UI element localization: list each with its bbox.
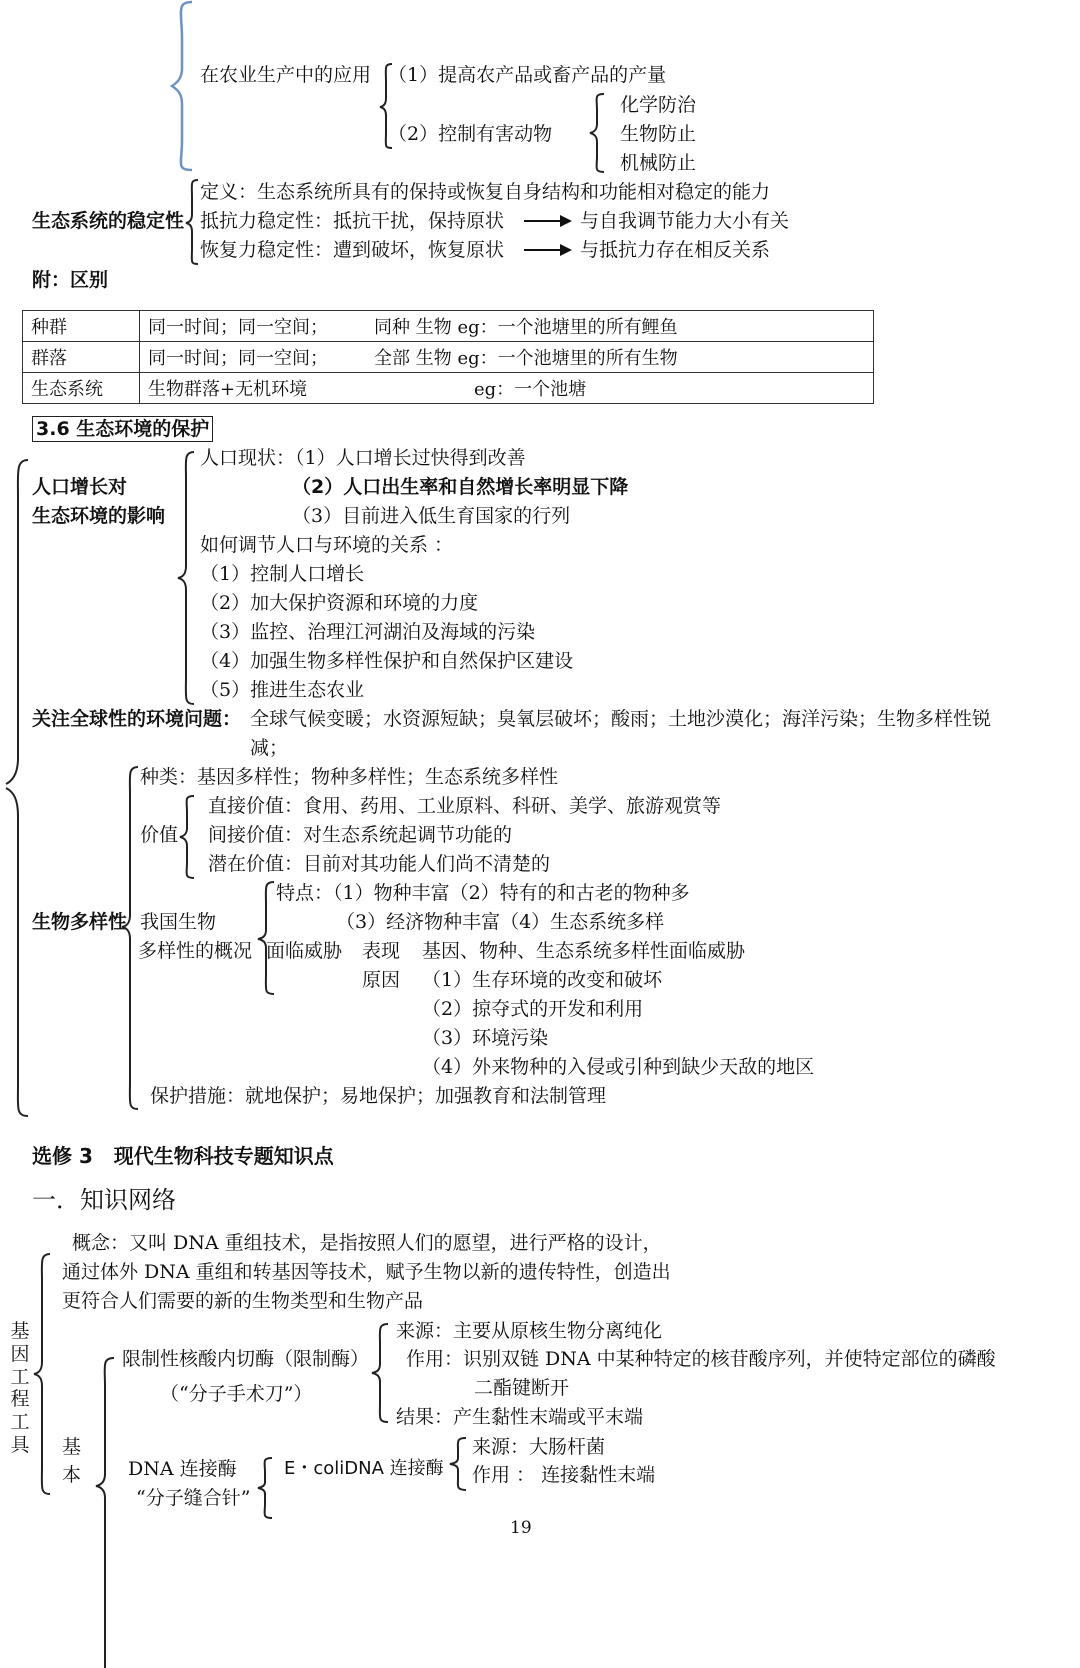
indirect-value: 间接价值：对生态系统起调节功能的 bbox=[208, 824, 513, 846]
stability-definition: 定义：生态系统所具有的保持或恢复自身结构和功能相对稳定的能力 bbox=[200, 181, 771, 203]
population-brace bbox=[176, 450, 196, 706]
threat-label: 面临威胁 bbox=[266, 940, 343, 962]
table-cell: 群落 bbox=[23, 342, 140, 373]
population-status-2: （2）人口出生率和自然增长率明显下降 bbox=[292, 476, 629, 498]
protection-measures: 保护措施：就地保护；易地保护；加强教育和法制管理 bbox=[150, 1085, 607, 1107]
regulate-measure-3: （3）监控、治理江河湖泊及海域的污染 bbox=[200, 621, 536, 643]
value-brace bbox=[178, 794, 196, 880]
gene-concept-3: 更符合人们需要的新的生物类型和生物产品 bbox=[62, 1290, 424, 1312]
gene-engineering-tools-vertical bbox=[9, 1320, 31, 1457]
gene-concept-1: 概念：又叫 DNA 重组技术，是指按照人们的愿望，进行严格的设计， bbox=[72, 1232, 662, 1254]
resist-stability: 抵抗力稳定性：抵抗干扰，保持原状 bbox=[200, 210, 505, 232]
population-title-2: 生态环境的影响 bbox=[32, 505, 166, 527]
china-biodiversity-1: 我国生物 bbox=[140, 911, 217, 933]
arrow-right-icon bbox=[524, 215, 572, 227]
restriction-enzyme: 限制性核酸内切酶（限制酶） bbox=[122, 1348, 370, 1370]
stability-title: 生态系统的稳定性 bbox=[32, 210, 185, 232]
vertical-char: 工 bbox=[10, 1365, 30, 1388]
cause-3: （3）环境污染 bbox=[422, 1027, 549, 1049]
row-desc: 同一时间；同一空间； bbox=[148, 348, 328, 369]
basic-label-1: 基 bbox=[62, 1436, 82, 1458]
regulate-measure-4: （4）加强生物多样性保护和自然保护区建设 bbox=[200, 650, 574, 672]
dna-ligase-nickname: “分子缝合针” bbox=[136, 1487, 251, 1509]
page-number: 19 bbox=[510, 1518, 532, 1538]
global-issues-text: 全球气候变暖；水资源短缺；臭氧层破坏；酸雨；土地沙漠化；海洋污染；生物多样性锐 bbox=[250, 708, 992, 730]
ecoli-ligase: E・coliDNA 连接酶 bbox=[284, 1458, 444, 1479]
arrow-right-icon bbox=[524, 244, 572, 256]
direct-value: 直接价值：食用、药用、工业原料、科研、美学、旅游观赏等 bbox=[208, 795, 722, 817]
cause-label: 原因 bbox=[362, 969, 401, 991]
agri-item-1: （1）提高农产品或畜产品的产量 bbox=[388, 64, 667, 86]
recover-stability: 恢复力稳定性：遭到破坏，恢复原状 bbox=[200, 239, 505, 261]
cause-1: （1）生存环境的改变和破坏 bbox=[422, 969, 663, 991]
show-label: 表现 bbox=[362, 940, 401, 962]
feature-line-2: （3）经济物种丰富（4）生态系统多样 bbox=[336, 911, 665, 933]
ecoli-function: 作用 ： 连接黏性末端 bbox=[472, 1464, 656, 1486]
enzyme-brace bbox=[370, 1322, 390, 1424]
cause-2: （2）掠夺式的开发和利用 bbox=[422, 998, 644, 1020]
resist-relation: 与自我调节能力大小有关 bbox=[580, 210, 790, 232]
population-status-3: （3）目前进入低生育国家的行列 bbox=[292, 505, 571, 527]
table-row bbox=[23, 311, 874, 342]
regulate-measure-1: （1）控制人口增长 bbox=[200, 563, 365, 585]
row-scope: eg：一个池塘 bbox=[474, 379, 587, 400]
pest-method-3: 机械防止 bbox=[620, 152, 697, 174]
potential-value: 潜在价值：目前对其功能人们尚不清楚的 bbox=[208, 853, 551, 875]
recover-relation: 与抵抗力存在相反关系 bbox=[580, 239, 771, 261]
row-scope: 同种 生物 eg：一个池塘里的所有鲤鱼 bbox=[374, 317, 678, 338]
comparison-table bbox=[22, 310, 874, 404]
row-desc: 同一时间；同一空间； bbox=[148, 317, 328, 338]
restriction-enzyme-nickname: （“分子手术刀”） bbox=[160, 1383, 313, 1405]
row-desc: 生物群落+无机环境 bbox=[148, 379, 308, 400]
enzyme-result: 结果：产生黏性末端或平末端 bbox=[396, 1406, 644, 1428]
dna-ligase: DNA 连接酶 bbox=[128, 1458, 237, 1480]
basic-label-2: 本 bbox=[62, 1464, 82, 1486]
biodiversity-kinds: 种类：基因多样性；物种多样性；生态系统多样性 bbox=[140, 766, 559, 788]
regulate-measure-5: （5）推进生态农业 bbox=[200, 679, 365, 701]
basic-brace bbox=[94, 1356, 116, 1668]
enzyme-source: 来源：主要从原核生物分离纯化 bbox=[396, 1320, 663, 1342]
population-title-1: 人口增长对 bbox=[32, 476, 128, 498]
pest-method-2: 生物防止 bbox=[620, 123, 697, 145]
agri-item-2: （2）控制有害动物 bbox=[388, 123, 553, 145]
regulate-question: 如何调节人口与环境的关系 ： bbox=[200, 534, 454, 556]
show-text: 基因、物种、生态系统多样性面临威胁 bbox=[422, 940, 746, 962]
biodiversity-brace bbox=[120, 765, 140, 1111]
knowledge-network-heading: 一．知识网络 bbox=[32, 1186, 176, 1214]
biodiversity-title: 生物多样性 bbox=[32, 911, 128, 933]
value-label: 价值 bbox=[140, 824, 179, 846]
cause-4: （4）外来物种的入侵或引种到缺少天敌的地区 bbox=[422, 1056, 815, 1078]
section-outer-brace-2 bbox=[4, 786, 30, 1120]
agri-label: 在农业生产中的应用 bbox=[200, 64, 372, 86]
pest-brace bbox=[588, 92, 606, 174]
blue-brace bbox=[170, 0, 200, 172]
enzyme-function-1: 作用：识别双链 DNA 中某种特定的核苷酸序列，并使特定部位的磷酸 bbox=[406, 1348, 996, 1370]
stability-brace bbox=[184, 178, 200, 266]
table-cell bbox=[140, 342, 874, 373]
section-title bbox=[32, 420, 213, 439]
ecoli-brace bbox=[448, 1436, 468, 1492]
global-issues-title: 关注全球性的环境问题： bbox=[32, 708, 242, 730]
regulate-measure-2: （2）加大保护资源和环境的力度 bbox=[200, 592, 479, 614]
vertical-char: 因 bbox=[10, 1342, 30, 1365]
table-cell: 生态系统 bbox=[23, 373, 140, 404]
vertical-char: 工 bbox=[10, 1411, 30, 1434]
ligase-brace bbox=[256, 1456, 274, 1520]
vertical-char: 基 bbox=[10, 1320, 30, 1342]
table-row bbox=[23, 373, 874, 404]
table-row bbox=[23, 342, 874, 373]
china-brace bbox=[256, 880, 276, 996]
china-biodiversity-2: 多样性的概况 bbox=[138, 940, 253, 962]
section-outer-brace-1 bbox=[4, 458, 30, 788]
row-scope: 全部 生物 eg：一个池塘里的所有生物 bbox=[374, 348, 678, 369]
global-issues-text-2: 减； bbox=[250, 737, 289, 759]
enzyme-function-2: 二酯键断开 bbox=[474, 1377, 570, 1399]
section-title-text: 3.6 生态环境的保护 bbox=[32, 416, 213, 442]
gene-concept-2: 通过体外 DNA 重组和转基因等技术，赋予生物以新的遗传特性，创造出 bbox=[62, 1261, 671, 1283]
table-cell bbox=[140, 311, 874, 342]
gene-outer-brace bbox=[32, 1252, 52, 1496]
elective-title: 选修 3 现代生物科技专题知识点 bbox=[32, 1144, 334, 1168]
ecoli-source: 来源：大肠杆菌 bbox=[472, 1436, 606, 1458]
pest-method-1: 化学防治 bbox=[620, 94, 697, 116]
vertical-char: 具 bbox=[10, 1433, 30, 1456]
appendix-title: 附：区别 bbox=[32, 269, 109, 291]
feature-line-1: 特点：（1）物种丰富（2）特有的和古老的物种多 bbox=[276, 882, 690, 904]
table-cell: 种群 bbox=[23, 311, 140, 342]
vertical-char: 程 bbox=[10, 1388, 30, 1411]
population-status-1: 人口现状：（1）人口增长过快得到改善 bbox=[200, 447, 526, 469]
table-cell bbox=[140, 373, 874, 404]
